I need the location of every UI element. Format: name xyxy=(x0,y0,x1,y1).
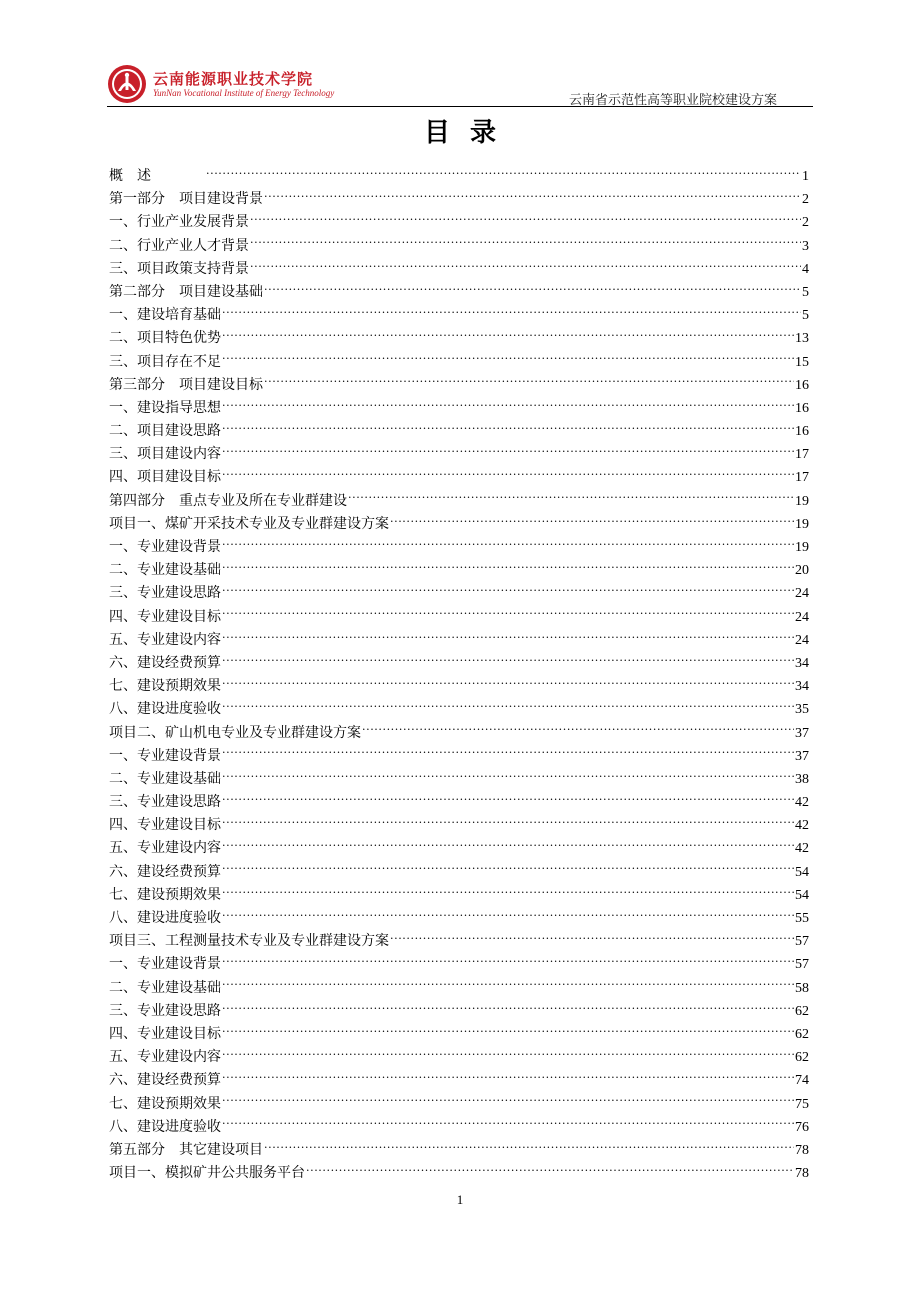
toc-entry-page: 24 xyxy=(795,586,809,602)
toc-leader-dots xyxy=(222,769,794,783)
toc-entry-label: 三、项目建设内容 xyxy=(109,446,221,463)
toc-entry-label: 三、项目存在不足 xyxy=(109,353,221,370)
toc-entry[interactable] xyxy=(109,374,809,397)
toc-entry-label: 四、专业建设目标 xyxy=(109,817,221,834)
toc-entry-label: 一、建设培育基础 xyxy=(109,307,221,324)
toc-entry-page: 78 xyxy=(795,1166,809,1182)
toc-leader-dots xyxy=(390,514,794,528)
toc-entry-label: 一、专业建设背景 xyxy=(109,539,221,555)
toc-entry[interactable] xyxy=(109,397,809,420)
toc-leader-dots xyxy=(222,444,794,458)
toc-entry-page: 5 xyxy=(802,284,809,300)
toc-entry-label: 一、专业建设背景 xyxy=(109,956,221,973)
toc-entry[interactable] xyxy=(109,235,809,258)
toc-leader-dots xyxy=(222,653,794,667)
toc-entry-label: 八、建设进度验收 xyxy=(109,701,221,718)
toc-entry-page: 76 xyxy=(795,1119,809,1135)
toc-entry[interactable] xyxy=(109,606,809,629)
toc-entry-label: 第二部分 项目建设基础 xyxy=(109,283,263,300)
toc-leader-dots xyxy=(222,676,794,690)
toc-entry[interactable] xyxy=(109,861,809,884)
toc-entry[interactable] xyxy=(109,165,809,188)
toc-entry[interactable] xyxy=(109,791,809,814)
toc-entry-label: 七、建设预期效果 xyxy=(109,886,221,903)
toc-entry[interactable] xyxy=(109,490,809,513)
toc-entry[interactable] xyxy=(109,1046,809,1069)
toc-leader-dots xyxy=(222,1047,794,1061)
toc-entry-page: 24 xyxy=(795,632,809,648)
toc-entry-label: 概 述 xyxy=(109,168,151,184)
toc-leader-dots xyxy=(222,352,794,366)
toc-entry-page: 19 xyxy=(795,540,809,555)
toc-leader-dots xyxy=(222,1024,794,1038)
toc-leader-dots xyxy=(222,583,794,597)
toc-entry[interactable] xyxy=(109,675,809,698)
toc-entry-page: 35 xyxy=(795,702,809,718)
toc-leader-dots xyxy=(222,1117,794,1131)
toc-leader-dots xyxy=(222,328,794,342)
toc-entry-page: 42 xyxy=(795,841,809,857)
toc-leader-dots xyxy=(222,607,794,621)
toc-entry[interactable] xyxy=(109,1023,809,1046)
school-name-cn: 云南能源职业技术学院 xyxy=(153,70,314,88)
toc-entry[interactable] xyxy=(109,837,809,860)
toc-entry-page: 19 xyxy=(795,516,809,532)
page-number: 1 xyxy=(456,1192,464,1207)
toc-entry[interactable] xyxy=(109,559,809,582)
toc-entry-page: 1 xyxy=(802,169,809,184)
toc-leader-dots xyxy=(362,723,794,737)
toc-entry-label: 四、专业建设目标 xyxy=(109,608,221,625)
toc-entry-label: 二、专业建设基础 xyxy=(109,562,221,579)
toc-entry-label: 项目三、工程测量技术专业及专业群建设方案 xyxy=(109,933,389,950)
toc-entry[interactable] xyxy=(109,188,809,211)
toc-entry[interactable] xyxy=(109,211,809,234)
toc-leader-dots xyxy=(222,467,794,481)
toc-entry-label: 二、专业建设基础 xyxy=(109,770,221,787)
toc-entry-label: 五、专业建设内容 xyxy=(109,1049,221,1066)
toc-leader-dots xyxy=(222,862,794,876)
toc-entry[interactable] xyxy=(109,1139,809,1162)
toc-entry[interactable] xyxy=(109,420,809,443)
toc-entry-label: 三、专业建设思路 xyxy=(109,794,221,811)
toc-entry-page: 16 xyxy=(795,424,809,440)
toc-leader-dots xyxy=(222,838,794,852)
toc-leader-dots xyxy=(222,908,794,922)
toc-entry[interactable] xyxy=(109,304,809,327)
toc-entry[interactable] xyxy=(109,1162,809,1185)
toc-entry-page: 13 xyxy=(795,331,809,347)
toc-entry[interactable] xyxy=(109,327,809,350)
toc-entry[interactable] xyxy=(109,722,809,745)
toc-entry-page: 34 xyxy=(795,679,809,695)
toc-leader-dots xyxy=(222,421,794,435)
toc-entry[interactable] xyxy=(109,1000,809,1023)
toc-leader-dots xyxy=(222,954,794,968)
toc-leader-dots xyxy=(222,630,794,644)
toc-entry-page: 4 xyxy=(802,261,809,277)
toc-entry[interactable] xyxy=(109,698,809,721)
toc-leader-dots xyxy=(222,792,794,806)
toc-entry-page: 34 xyxy=(795,655,809,671)
toc-leader-dots xyxy=(390,931,794,945)
toc-leader-dots xyxy=(222,815,794,829)
table-of-contents xyxy=(109,165,809,1185)
toc-entry-label: 二、行业产业人才背景 xyxy=(109,237,249,254)
toc-entry-page: 2 xyxy=(802,192,809,208)
toc-entry-label: 六、建设经费预算 xyxy=(109,654,221,671)
toc-leader-dots xyxy=(222,699,794,713)
toc-entry-label: 七、建设预期效果 xyxy=(109,1095,221,1112)
toc-entry-label: 七、建设预期效果 xyxy=(109,678,221,695)
school-emblem-icon xyxy=(107,64,147,104)
toc-entry-label: 一、建设指导思想 xyxy=(109,399,221,416)
toc-entry[interactable] xyxy=(109,258,809,281)
toc-leader-dots xyxy=(264,282,801,296)
toc-entry-label: 二、项目特色优势 xyxy=(109,330,221,347)
toc-entry[interactable] xyxy=(109,513,809,536)
toc-entry-label: 三、专业建设思路 xyxy=(109,1002,221,1019)
page-title: 目录 xyxy=(423,118,516,148)
toc-entry-label: 八、建设进度验收 xyxy=(109,1118,221,1135)
toc-entry-page: 54 xyxy=(795,887,809,903)
toc-entry[interactable] xyxy=(109,466,809,489)
toc-leader-dots xyxy=(222,746,794,760)
toc-leader-dots xyxy=(222,537,794,551)
toc-leader-dots xyxy=(222,560,794,574)
toc-entry-page: 37 xyxy=(795,725,809,741)
toc-leader-dots xyxy=(222,1070,794,1084)
toc-entry-page: 19 xyxy=(795,493,809,509)
toc-entry-page: 74 xyxy=(795,1073,809,1089)
toc-entry-page: 78 xyxy=(795,1142,809,1158)
toc-entry[interactable] xyxy=(109,977,809,1000)
toc-entry-page: 62 xyxy=(795,1026,809,1042)
toc-entry[interactable] xyxy=(109,652,809,675)
toc-entry-page: 54 xyxy=(795,864,809,880)
toc-entry-label: 八、建设进度验收 xyxy=(109,910,221,926)
toc-leader-dots xyxy=(222,978,794,992)
toc-leader-dots xyxy=(222,398,794,412)
toc-entry-page: 24 xyxy=(795,609,809,625)
toc-entry[interactable] xyxy=(109,582,809,605)
toc-entry[interactable] xyxy=(109,745,809,768)
toc-entry[interactable] xyxy=(109,536,809,559)
toc-entry[interactable] xyxy=(109,1093,809,1116)
toc-entry-page: 58 xyxy=(795,980,809,996)
toc-leader-dots xyxy=(264,375,794,389)
toc-leader-dots xyxy=(222,1094,794,1108)
toc-entry-label: 六、建设经费预算 xyxy=(109,863,221,880)
toc-entry-page: 57 xyxy=(795,934,809,950)
toc-entry-label: 第一部分 项目建设背景 xyxy=(109,191,263,208)
toc-entry-label: 第四部分 重点专业及所在专业群建设 xyxy=(109,492,347,509)
toc-entry-page: 75 xyxy=(795,1096,809,1112)
toc-entry-label: 三、项目政策支持背景 xyxy=(109,260,249,277)
toc-leader-dots xyxy=(250,212,801,226)
toc-leader-dots xyxy=(250,259,801,273)
toc-entry-label: 一、行业产业发展背景 xyxy=(109,214,249,231)
header-divider xyxy=(107,106,813,107)
toc-entry-label: 五、专业建设内容 xyxy=(109,631,221,648)
toc-entry[interactable] xyxy=(109,884,809,907)
toc-entry-label: 项目一、模拟矿井公共服务平台 xyxy=(109,1165,305,1182)
toc-entry-label: 二、专业建设基础 xyxy=(109,979,221,996)
toc-entry-page: 17 xyxy=(795,470,809,486)
toc-entry-page: 16 xyxy=(795,377,809,393)
toc-entry-page: 3 xyxy=(802,238,809,254)
toc-entry[interactable] xyxy=(109,351,809,374)
toc-entry-label: 第三部分 项目建设目标 xyxy=(109,376,263,393)
toc-entry-label: 六、建设经费预算 xyxy=(109,1072,221,1089)
toc-leader-dots xyxy=(206,166,801,180)
toc-entry-page: 62 xyxy=(795,1003,809,1019)
toc-leader-dots xyxy=(222,885,794,899)
toc-entry-label: 项目二、矿山机电专业及专业群建设方案 xyxy=(109,724,361,741)
toc-entry-page: 42 xyxy=(795,795,809,811)
toc-entry-page: 20 xyxy=(795,563,809,579)
toc-entry[interactable] xyxy=(109,1069,809,1092)
toc-entry[interactable] xyxy=(109,281,809,304)
toc-entry-label: 三、专业建设思路 xyxy=(109,585,221,602)
toc-entry[interactable] xyxy=(109,953,809,976)
toc-entry-label: 第五部分 其它建设项目 xyxy=(109,1141,263,1158)
toc-entry-page: 57 xyxy=(795,957,809,973)
toc-entry-label: 四、项目建设目标 xyxy=(109,469,221,486)
toc-leader-dots xyxy=(250,236,801,250)
toc-entry-label: 项目一、煤矿开采技术专业及专业群建设方案 xyxy=(109,515,389,532)
toc-entry-page: 62 xyxy=(795,1050,809,1066)
document-title: 云南省示范性高等职业院校建设方案 xyxy=(568,93,777,108)
toc-leader-dots xyxy=(348,491,794,505)
school-name-en: YunNan Vocational Institute of Energy Technology xyxy=(153,88,335,98)
toc-entry[interactable] xyxy=(109,1116,809,1139)
toc-entry[interactable] xyxy=(109,930,809,953)
toc-leader-dots xyxy=(222,1001,794,1015)
toc-entry-page: 55 xyxy=(795,911,809,926)
toc-leader-dots xyxy=(306,1163,794,1177)
toc-leader-dots xyxy=(264,189,801,203)
toc-entry-page: 42 xyxy=(795,818,809,834)
toc-entry[interactable] xyxy=(109,629,809,652)
toc-entry-page: 5 xyxy=(802,308,809,324)
toc-entry-page: 17 xyxy=(795,447,809,463)
toc-entry[interactable] xyxy=(109,768,809,791)
toc-entry[interactable] xyxy=(109,443,809,466)
toc-entry-label: 二、项目建设思路 xyxy=(109,423,221,440)
page-header xyxy=(107,62,813,108)
toc-entry-page: 15 xyxy=(795,354,809,370)
toc-leader-dots xyxy=(264,1140,794,1154)
toc-entry[interactable] xyxy=(109,907,809,930)
toc-entry-label: 五、专业建设内容 xyxy=(109,840,221,857)
toc-entry-label: 一、专业建设背景 xyxy=(109,747,221,764)
toc-entry-page: 38 xyxy=(795,771,809,787)
toc-entry-page: 16 xyxy=(795,400,809,416)
toc-leader-dots xyxy=(222,305,801,319)
toc-entry-label: 四、专业建设目标 xyxy=(109,1025,221,1042)
toc-entry-page: 37 xyxy=(795,748,809,764)
toc-entry-page: 2 xyxy=(802,215,809,231)
toc-entry[interactable] xyxy=(109,814,809,837)
